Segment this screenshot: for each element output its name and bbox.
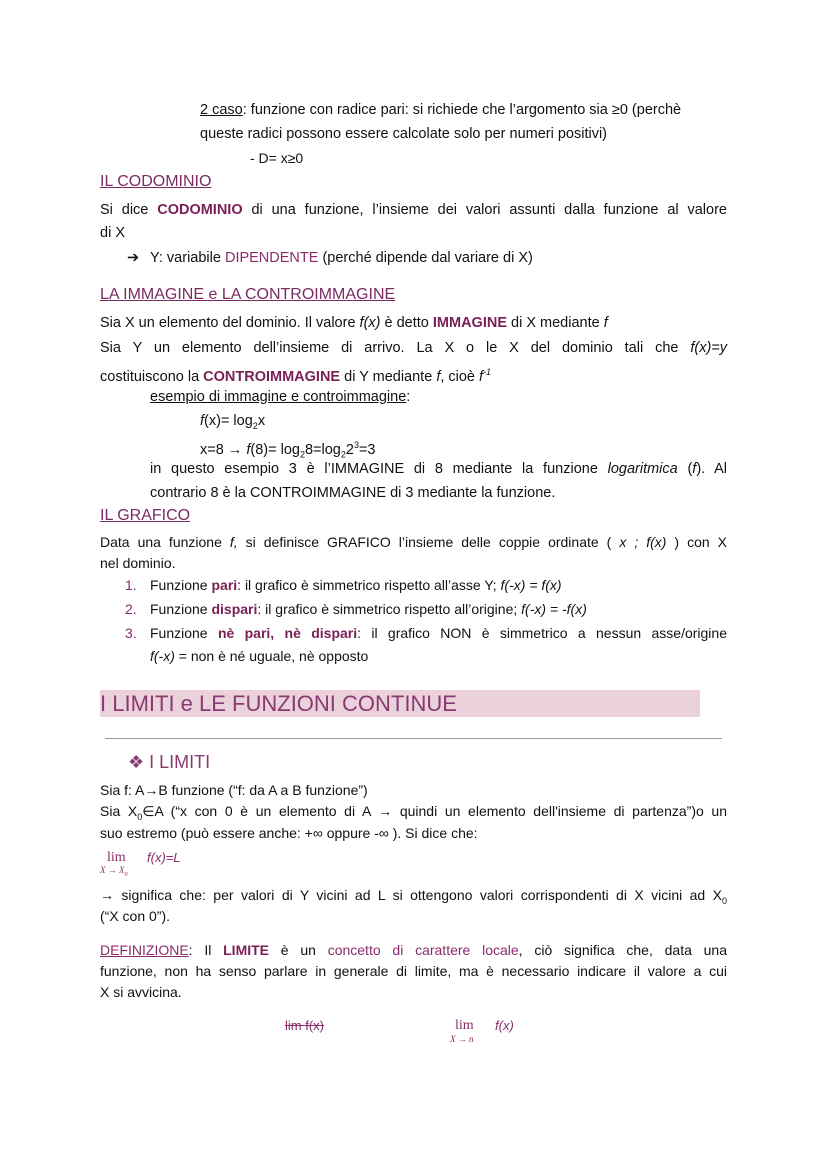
subscript: 0 [721,895,727,906]
text: è un [269,942,328,958]
list-item [150,576,562,594]
limiti-l1: Sia f: A→B funzione (“f: da A a B funzione”) [100,782,368,798]
text: Si dice [100,202,158,218]
text: Funzione [150,625,218,641]
text: = non è né uguale, nè opposto [174,648,369,664]
example-formula1 [200,412,265,435]
text: esempio di immagine e controimmagine [150,389,407,405]
limiti-l3: suo estremo (può essere anche: +∞ oppure -∞ ). Si dice che: [100,825,478,841]
lim-operator: lim [107,850,126,865]
term-codominio: CODOMINIO [157,202,243,218]
text: di Y mediante [340,368,437,385]
text: (8)= log [250,441,300,458]
term: dispari [211,601,258,617]
text: : il grafico è simmetrico rispetto all’asse Y; [237,577,501,593]
text: ) con X [666,534,728,550]
superscript: 3 [353,440,359,450]
arrow-bullet-icon: ➔ [127,250,140,266]
text: ). Al [696,461,727,477]
definition-l1 [100,941,727,959]
limiti-meaning1 [100,886,727,910]
term-dipendente: DIPENDENTE [224,250,319,266]
list-number: 2. [125,601,137,617]
text: f(-x) = f(x) [500,577,562,593]
subscript: 0 [137,811,143,822]
definition-l3: X si avvicina. [100,984,182,1000]
text: in questo esempio 3 è l’IMMAGINE di 8 mediante la funzione [150,461,608,477]
subscript: 2 [299,449,305,460]
text: 2 [345,441,354,458]
grafico-p2: nel dominio. [100,555,176,571]
text: → significa che: per valori di Y vicini ad L si ottengono valori corrispondenti di X vicini ad X [100,887,722,903]
lim2-subscript: X → n [450,1034,474,1044]
immagine-l1 [100,314,608,332]
subscript: 2 [340,449,346,460]
text: Sia Y un elemento dell’insieme di arrivo. La X o le X del dominio tali che [100,340,691,356]
wrong-limit: lim f(x) [285,1018,324,1033]
text: f(x)=y [690,340,727,356]
example-explanation1 [150,460,727,478]
case2-line1 [200,101,681,119]
list-item [150,600,587,618]
limiti-heading [128,751,210,773]
term: nè pari, nè dispari [217,625,358,641]
case2-domain: - D= x≥0 [250,150,304,166]
text: =3 [358,441,376,458]
immagine-l2 [100,339,727,357]
text: x [257,413,266,429]
text: x ; f(x) [619,534,667,550]
list-item [150,624,727,642]
subscript: 2 [252,420,258,431]
text: (x)= log [204,413,253,429]
text: f [603,315,608,331]
text: di una funzione, l’insieme dei valori assunti dalla funzione al valore [242,202,727,218]
example-explanation2: contrario 8 è la CONTROIMMAGINE di 3 mediante la funzione. [150,485,556,501]
limiti-meaning2: (“X con 0”). [100,908,171,924]
text: X → X [100,865,125,875]
codominio-bullet [150,249,533,267]
text: si definisce GRAFICO l’insieme delle coppie ordinate ( [237,534,620,550]
grafico-heading: IL GRAFICO [100,507,191,524]
case2-text: : funzione con radice pari: si richiede che l’argomento sia ≥0 (perchè [242,102,682,118]
text: Sia X un elemento del dominio. Il valore [100,315,360,331]
text: Funzione [150,577,212,593]
lim2-expression: f(x) [495,1018,514,1033]
term-controimmagine: CONTROIMMAGINE [203,368,341,385]
text: f [200,413,205,429]
example-title [150,388,410,406]
text: f(x) [359,315,381,331]
text: f [436,368,441,385]
immagine-l3 [100,363,491,386]
list-number: 3. [125,625,137,641]
text: DEFINIZIONE [100,942,189,958]
section-title: I LIMITI e LE FUNZIONI CONTINUE [100,690,700,717]
codominio-heading: IL CODOMINIO [100,173,212,190]
text: Funzione [150,601,212,617]
grafico-p1 [100,533,727,551]
case2-label: 2 caso [200,102,243,118]
text: (perché dipende dal variare di X) [318,250,533,266]
codominio-p1 [100,201,727,219]
superscript: -1 [483,367,492,377]
text: : il grafico NON è simmetrico a nessun asse/origine [357,625,727,641]
text: f(-x) [150,648,175,664]
text: logaritmica [607,461,678,477]
text: Y: variabile [150,250,225,266]
text: , cioè [440,368,480,385]
text: ∈A (“x con 0 è un elemento di A → quindi un elemento dell'insieme di partenza”)o un [142,803,727,819]
list-item-continuation [150,647,368,665]
text: f(-x) = -f(x) [521,601,587,617]
subscript: 0 [124,871,128,878]
text: di X mediante [507,315,604,331]
lim-subscript [100,865,128,878]
list-number: 1. [125,577,137,593]
text: : Il [188,942,224,958]
text: 8=log [304,441,341,458]
divider [105,738,722,739]
codominio-p2: di X [100,225,125,241]
immagine-heading: LA IMMAGINE e LA CONTROIMMAGINE [100,286,396,303]
lim2-operator: lim [455,1018,474,1033]
text: costituiscono la [100,368,204,385]
text: f [479,368,484,385]
text: I LIMITI [149,752,211,772]
lim-expression: f(x)=L [147,850,181,865]
limiti-l2 [100,802,727,826]
text: f [692,461,697,477]
definition-l2: funzione, non ha senso parlare in generale di limite, ma è necessario indicare il valore a cui [100,963,727,979]
case2-line2: queste radici possono essere calcolate solo per numeri positivi) [200,126,608,142]
text: x=8 → [200,441,247,458]
text: ( [677,461,693,477]
text: : il grafico è simmetrico rispetto all’origine; [257,601,522,617]
text: f, [229,534,238,550]
text: è detto [380,315,433,331]
text: : [406,389,411,405]
text: , ciò significa che, data una [518,942,727,958]
text: f [246,441,251,458]
text: Sia X [100,803,138,819]
term: pari [211,577,238,593]
text: Data una funzione [100,534,230,550]
diamond-bullet-icon: ❖ [128,752,145,772]
term-limite: LIMITE [223,942,270,958]
text: concetto di carattere locale [327,942,519,958]
term-immagine: IMMAGINE [432,315,507,331]
